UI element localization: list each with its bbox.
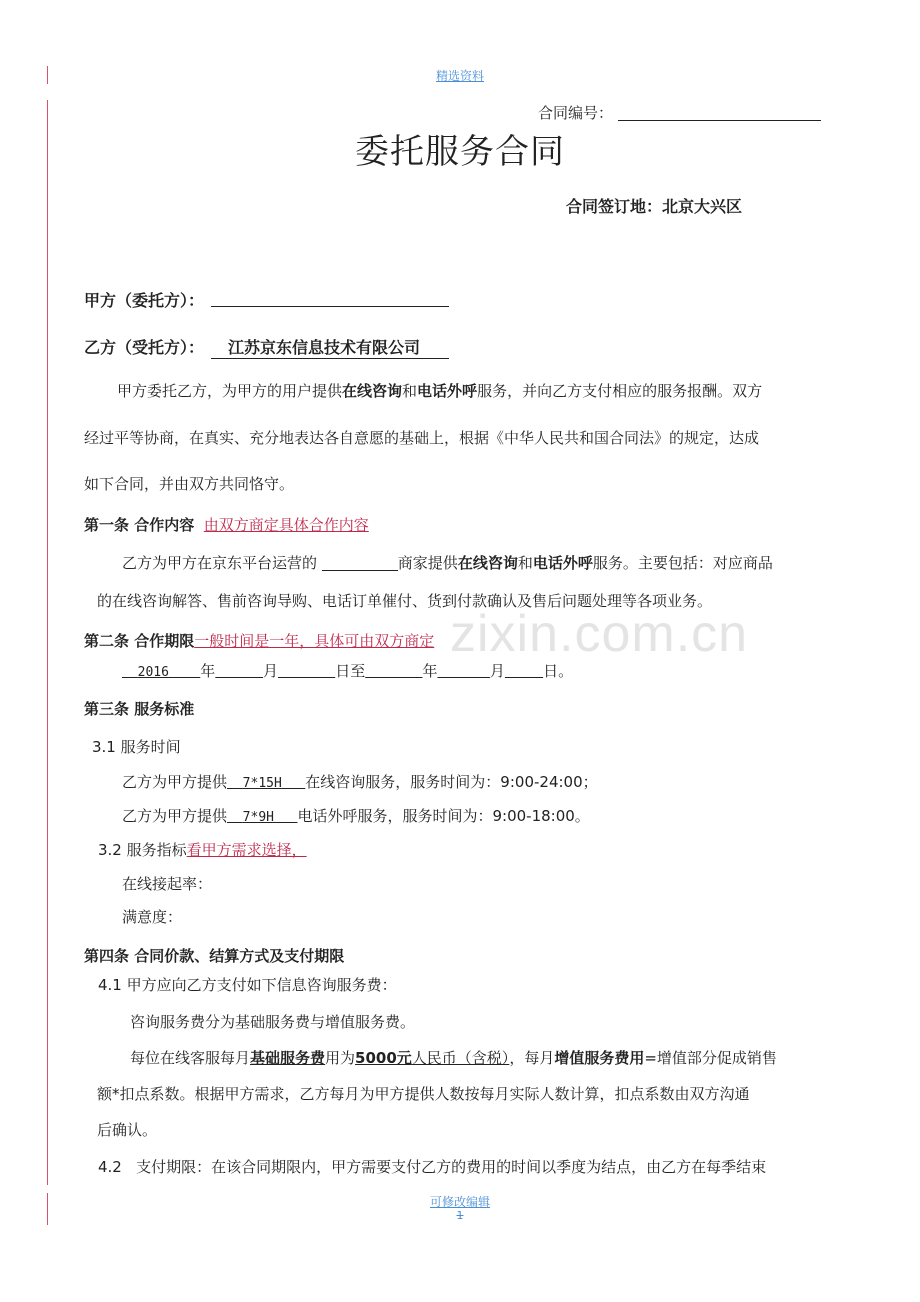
article-2-heading: 第二条 合作期限一般时间是一年，具体可由双方商定 xyxy=(84,632,435,650)
intro-line-1: 甲方委托乙方，为甲方的用户提供在线咨询和电话外呼服务，并向乙方支付相应的服务报酬。双方 xyxy=(117,382,763,400)
fee-line-1: 每位在线客服每月基础服务费用为5000元人民币（含税），每月增值服务费用=增值部分促成销售 xyxy=(130,1049,777,1067)
base-fee-amount: 5000元 xyxy=(355,1049,412,1067)
article-4-heading: 第四条 合同价款、结算方式及支付期限 xyxy=(84,947,345,965)
article-1-line-2: 的在线咨询解答、售前咨询导购、电话订单催付、货到付款确认及售后问题处理等各项业务。 xyxy=(97,592,713,610)
party-a-blank xyxy=(211,306,449,307)
fee-line-2: 额*扣点系数。根据甲方需求，乙方每月为甲方提供人数按每月实际人数计算，扣点系数由双方沟通 xyxy=(97,1085,750,1103)
intro-line-2: 经过平等协商，在真实、充分地表达各自意愿的基础上，根据《中华人民共和国合同法》的规定，达成 xyxy=(84,429,760,447)
start-year: 2016 xyxy=(137,665,169,680)
metric-satisfaction: 满意度： xyxy=(122,908,183,926)
contract-number-blank xyxy=(618,120,821,121)
phone-hours-value: 7*9H xyxy=(242,810,274,825)
contract-number-label: 合同编号： xyxy=(538,104,614,122)
service-time-phone: 乙方为甲方提供 7*9H 电话外呼服务，服务时间为：9:00-18:00。 xyxy=(122,807,590,825)
signing-place: 合同签订地：北京大兴区 xyxy=(566,197,743,216)
section-3-2: 3.2 服务指标看甲方需求选择， xyxy=(98,841,307,859)
metric-pickup-rate: 在线接起率： xyxy=(122,875,213,893)
fee-structure: 咨询服务费分为基础服务费与增值服务费。 xyxy=(130,1013,416,1031)
section-4-1: 4.1 甲方应向乙方支付如下信息咨询服务费： xyxy=(98,976,397,994)
article-1-line-1: 乙方为甲方在京东平台运营的 商家提供在线咨询和电话外呼服务。主要包括：对应商品 xyxy=(122,554,773,572)
section-3-1: 3.1 服务时间 xyxy=(92,738,181,756)
fee-line-3: 后确认。 xyxy=(97,1121,158,1139)
service-time-online: 乙方为甲方提供 7*15H 在线咨询服务，服务时间为：9:00-24:00； xyxy=(122,773,598,791)
article-2-note: 一般时间是一年，具体可由双方商定 xyxy=(194,632,435,650)
intro-line-3: 如下合同，并由双方共同恪守。 xyxy=(84,475,295,493)
contract-period-line: 2016 年 月 日至 年 月 日。 xyxy=(122,660,573,684)
party-b-value: 江苏京东信息技术有限公司 xyxy=(211,335,449,359)
section-4-2: 4.2 支付期限：在该合同期限内，甲方需要支付乙方的费用的时间以季度为结点，由乙方在每季结束 xyxy=(98,1158,767,1176)
margin-marker-left xyxy=(47,100,48,1185)
party-a-label: 甲方（委托方）： xyxy=(84,291,205,310)
page-title: 委托服务合同 xyxy=(355,132,565,172)
section-3-2-note: 看甲方需求选择， xyxy=(186,841,307,859)
watermark: zixin.com.cn xyxy=(450,605,749,663)
merchant-blank xyxy=(322,556,398,571)
footer-link[interactable]: 可修改编辑 xyxy=(429,1195,490,1209)
online-hours-value: 7*15H xyxy=(242,776,282,791)
party-b-label: 乙方（受托方）： xyxy=(84,338,205,357)
article-1-heading: 第一条 合作内容 由双方商定具体合作内容 xyxy=(84,516,369,534)
article-3-heading: 第三条 服务标准 xyxy=(84,700,195,718)
article-1-note: 由双方商定具体合作内容 xyxy=(203,516,369,534)
page-number: 1 xyxy=(456,1209,464,1222)
header-link[interactable]: 精选资料 xyxy=(435,69,484,83)
